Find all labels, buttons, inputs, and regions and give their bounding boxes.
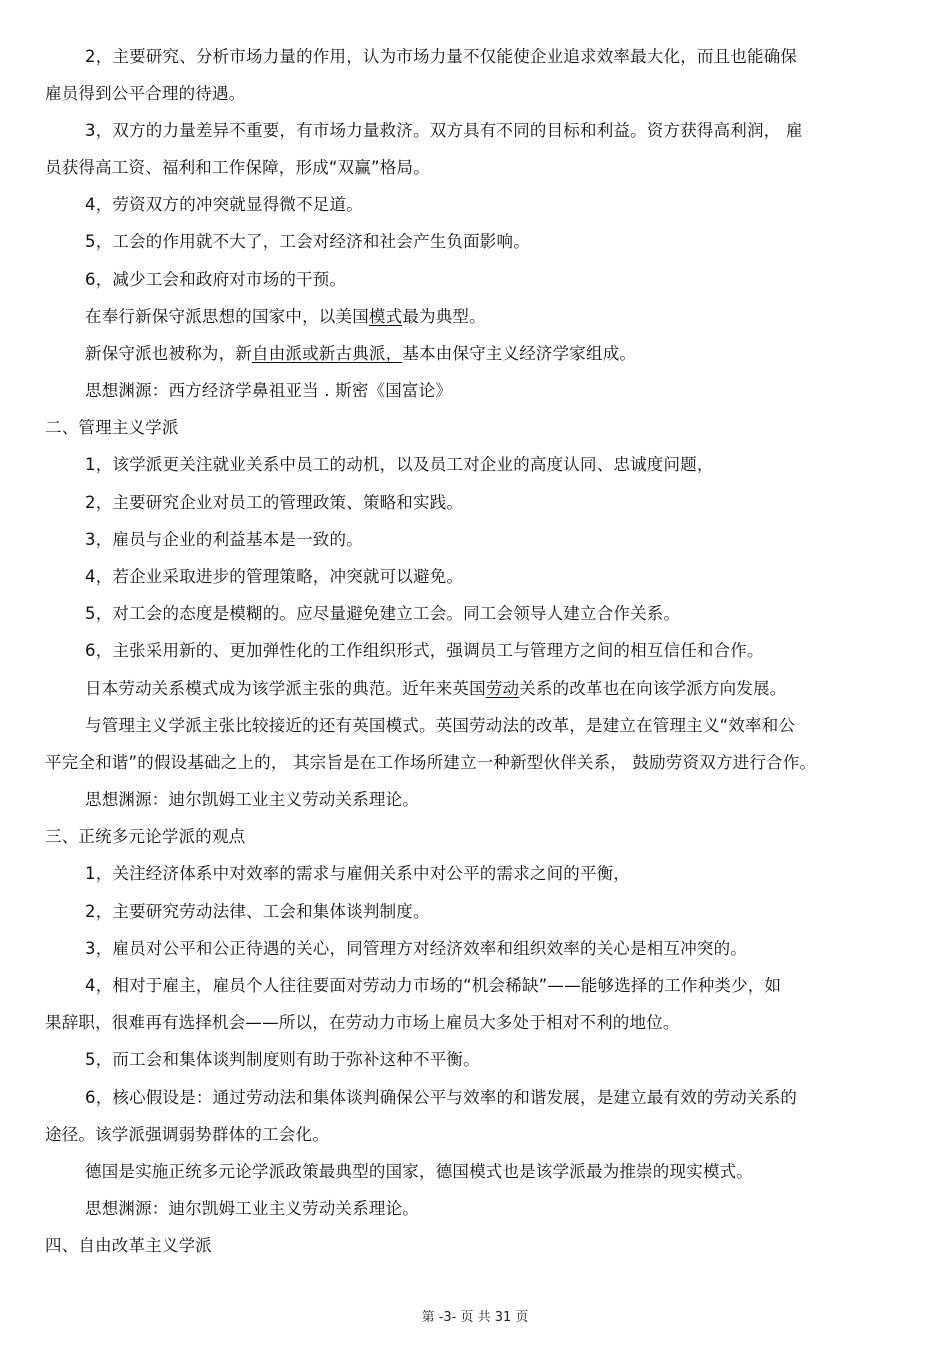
text-line [85, 454, 714, 476]
text-line [85, 194, 363, 216]
text-line [85, 529, 363, 551]
text-segment: 4，若企业采取进步的管理策略，冲突就可以避免。 [85, 567, 464, 586]
text-segment: 6，主张采用新的、更加弹性化的工作组织形式，强调员工与管理方之间的相互信任和合作。 [85, 641, 764, 660]
text-line [45, 417, 179, 439]
text-line [85, 1087, 797, 1109]
text-segment: 6，核心假设是：通过劳动法和集体谈判确保公平与效率的和谐发展，是建立最有效的劳动关系的 [85, 1088, 798, 1107]
text-line [85, 566, 463, 588]
text-line [85, 1198, 419, 1220]
text-line [45, 1235, 212, 1257]
text-segment: 在奉行新保守派思想的国家中，以美国 [85, 307, 369, 326]
underlined-text: 自由派或新古典派， [252, 344, 403, 363]
text-line [85, 789, 419, 811]
text-segment: 5，工会的作用就不大了，工会对经济和社会产生负面影响。 [85, 232, 530, 251]
text-segment: 德国是实施正统多元论学派政策最典型的国家，德国模式也是该学派最为推崇的现实模式。 [85, 1162, 753, 1181]
text-line [85, 603, 680, 625]
text-segment: 3，雇员对公平和公正待遇的关心，同管理方对经济效率和组织效率的关心是相互冲突的。 [85, 939, 747, 958]
text-segment: 员获得高工资、福利和工作保障，形成“双赢”格局。 [45, 158, 430, 177]
text-line [85, 678, 786, 700]
text-line [85, 1049, 480, 1071]
text-segment: 果辞职，很难再有选择机会——所以，在劳动力市场上雇员大多处于相对不利的地位。 [45, 1013, 680, 1032]
text-line [45, 1012, 680, 1034]
text-segment: 4，劳资双方的冲突就显得微不足道。 [85, 195, 363, 214]
text-segment: 思想渊源：西方经济学鼻祖亚当 . 斯密《国富论》 [85, 381, 453, 400]
text-line [85, 715, 795, 737]
text-segment: 最为典型。 [402, 307, 486, 326]
text-line [85, 380, 452, 402]
text-segment: 新保守派也被称为，新 [85, 344, 252, 363]
text-segment: 二、管理主义学派 [45, 418, 179, 437]
text-line [85, 640, 764, 662]
text-segment: 3，双方的力量差异不重要，有市场力量救济。双方具有不同的目标和利益。资方获得高利润， 雇 [85, 121, 803, 140]
text-line [85, 938, 747, 960]
text-line [85, 231, 530, 253]
text-segment: 平完全和谐”的假设基础之上的， 其宗旨是在工作场所建立一种新型伙伴关系， 鼓励劳资双方进行合作。 [45, 753, 817, 772]
text-segment: 1，关注经济体系中对效率的需求与雇佣关系中对公平的需求之间的平衡， [85, 864, 631, 883]
text-segment: 1，该学派更关注就业关系中员工的动机，以及员工对企业的高度认同、忠诚度问题， [85, 455, 714, 474]
text-segment: 2，主要研究企业对员工的管理政策、策略和实践。 [85, 493, 464, 512]
text-line [85, 269, 346, 291]
text-segment: 雇员得到公平合理的待遇。 [45, 84, 246, 103]
text-segment: 5，对工会的态度是模糊的。应尽量避免建立工会。同工会领导人建立合作关系。 [85, 604, 681, 623]
text-segment: 三、正统多元论学派的观点 [45, 827, 246, 846]
underlined-text: 劳动 [485, 679, 520, 698]
text-segment: 思想渊源：迪尔凯姆工业主义劳动关系理论。 [85, 1199, 419, 1218]
text-line [85, 975, 781, 997]
text-segment: 6，减少工会和政府对市场的干预。 [85, 270, 347, 289]
text-line [85, 492, 463, 514]
page-footer: 第 -3- 页 共 31 页 [421, 1310, 529, 1325]
text-segment: 2，主要研究劳动法律、工会和集体谈判制度。 [85, 902, 430, 921]
text-segment: 四、自由改革主义学派 [45, 1236, 212, 1255]
text-segment: 3，雇员与企业的利益基本是一致的。 [85, 530, 363, 549]
text-segment: 思想渊源：迪尔凯姆工业主义劳动关系理论。 [85, 790, 419, 809]
text-line [85, 901, 430, 923]
text-line [45, 157, 430, 179]
text-segment: 5，而工会和集体谈判制度则有助于弥补这种不平衡。 [85, 1050, 480, 1069]
text-line [45, 752, 816, 774]
text-segment: 与管理主义学派主张比较接近的还有英国模式。英国劳动法的改革，是建立在管理主义“效率和公 [85, 716, 796, 735]
text-line [85, 863, 630, 885]
text-line [85, 1161, 753, 1183]
text-line [45, 1124, 329, 1146]
text-segment: 2，主要研究、分析市场力量的作用，认为市场力量不仅能使企业追求效率最大化，而且也能确保 [85, 47, 798, 66]
text-segment: 基本由保守主义经济学家组成。 [402, 344, 637, 363]
text-segment: 4，相对于雇主，雇员个人往往要面对劳动力市场的“机会稀缺”——能够选择的工作种类少，如 [85, 976, 782, 995]
underlined-text: 模式 [368, 307, 403, 326]
text-line [85, 46, 797, 68]
text-line [85, 306, 486, 328]
text-segment: 关系的改革也在向该学派方向发展。 [519, 679, 787, 698]
text-line [45, 83, 245, 105]
text-segment: 日本劳动关系模式成为该学派主张的典范。近年来英国 [85, 679, 486, 698]
text-line [45, 826, 245, 848]
text-line [85, 120, 803, 142]
text-line [85, 343, 636, 365]
text-segment: 途径。该学派强调弱势群体的工会化。 [45, 1125, 329, 1144]
